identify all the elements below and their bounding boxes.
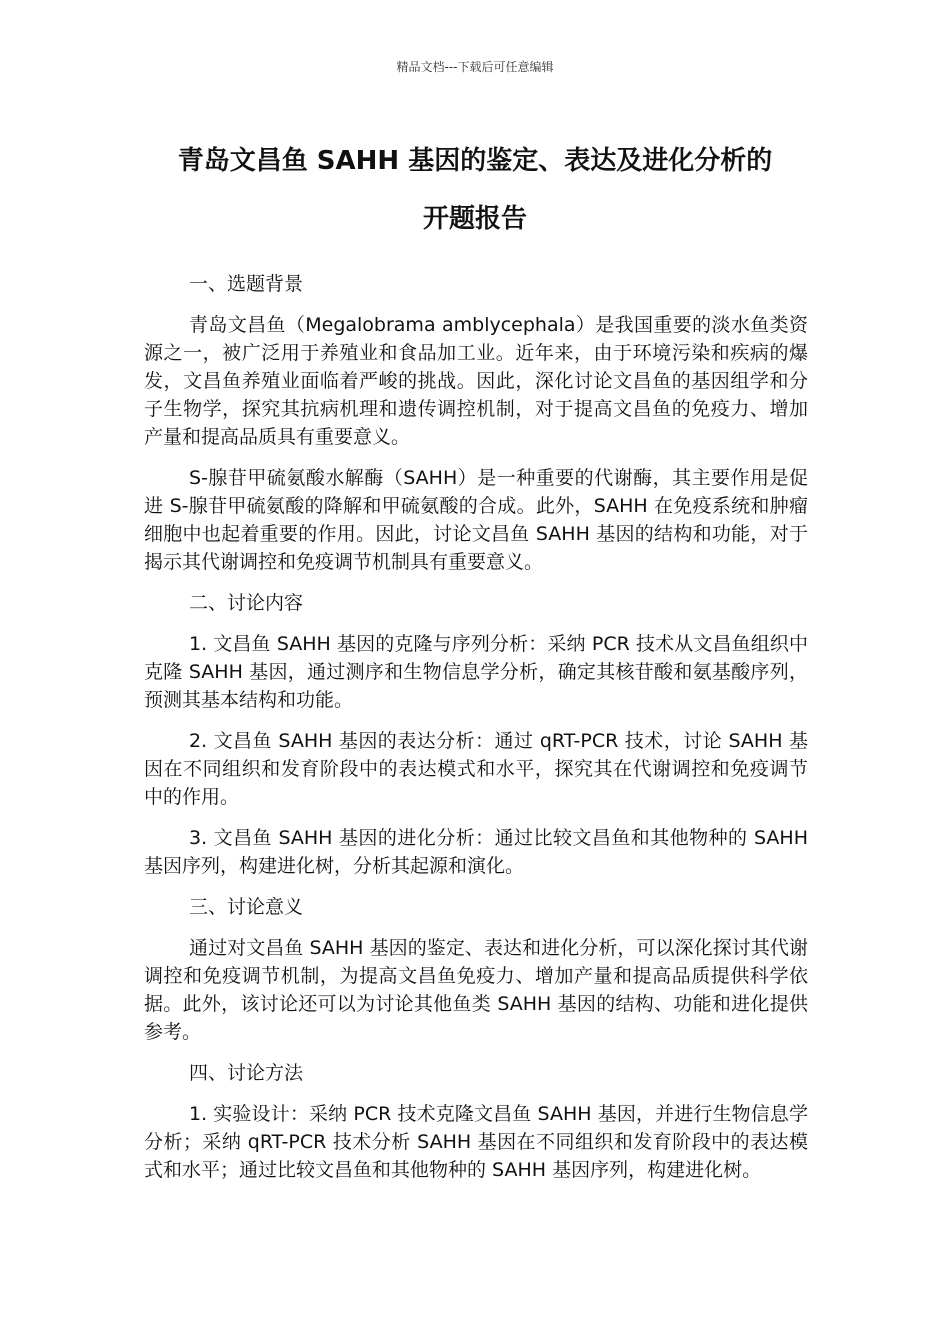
paragraph-content-1: 1. 文昌鱼 SAHH 基因的克隆与序列分析：采纳 PCR 技术从文昌鱼组织中克隆 SAHH 基因，通过测序和生物信息学分析，确定其核苷酸和氨基酸序列，预测其基本结构和功能。: [144, 633, 808, 711]
paragraph-significance-1: 通过对文昌鱼 SAHH 基因的鉴定、表达和进化分析，可以深化探讨其代谢调控和免疫调节机制，为提高文昌鱼免疫力、增加产量和提高品质提供科学依据。此外，该讨论还可以为讨论其他鱼类 SAHH 基因的结构、功能和进化提供参考。: [144, 937, 808, 1043]
title-line-2: 开题报告: [422, 204, 527, 234]
section-heading-significance: 三、讨论意义: [189, 896, 304, 918]
document-title: [130, 132, 820, 248]
paragraph-background-1: 青岛文昌鱼（Megalobrama amblycephala）是我国重要的淡水鱼类资源之一，被广泛用于养殖业和食品加工业。近年来，由于环境污染和疾病的爆发，文昌鱼养殖业面临着严峻的挑战。因此，深化讨论文昌鱼的基因组学和分子生物学，探究其抗病机理和遗传调控机制，对于提高文昌鱼的免疫力、增加产量和提高品质具有重要意义。: [144, 314, 808, 448]
document-body: [144, 270, 808, 1197]
paragraph-content-2: 2. 文昌鱼 SAHH 基因的表达分析：通过 qRT-PCR 技术，讨论 SAHH 基因在不同组织和发育阶段中的表达模式和水平，探究其在代谢调控和免疫调节中的作用。: [144, 730, 808, 808]
section-heading-methods: 四、讨论方法: [189, 1062, 304, 1084]
paragraph-content-3: 3. 文昌鱼 SAHH 基因的进化分析：通过比较文昌鱼和其他物种的 SAHH 基因序列，构建进化树，分析其起源和演化。: [144, 827, 808, 877]
section-heading-background: 一、选题背景: [189, 273, 304, 295]
page-header: 精品文档---下载后可任意编辑: [396, 60, 554, 74]
title-line-1: 青岛文昌鱼 SAHH 基因的鉴定、表达及进化分析的: [177, 146, 773, 176]
paragraph-background-2: S-腺苷甲硫氨酸水解酶（SAHH）是一种重要的代谢酶，其主要作用是促进 S-腺苷甲硫氨酸的降解和甲硫氨酸的合成。此外，SAHH 在免疫系统和肿瘤细胞中也起着重要的作用。因此，讨论文昌鱼 SAHH 基因的结构和功能，对于揭示其代谢调控和免疫调节机制具有重要意义。: [144, 467, 808, 573]
paragraph-methods-1: 1. 实验设计：采纳 PCR 技术克隆文昌鱼 SAHH 基因，并进行生物信息学分析；采纳 qRT-PCR 技术分析 SAHH 基因在不同组织和发育阶段中的表达模式和水平；通过比较文昌鱼和其他物种的 SAHH 基因序列，构建进化树。: [144, 1103, 808, 1181]
section-heading-content: 二、讨论内容: [189, 592, 304, 614]
